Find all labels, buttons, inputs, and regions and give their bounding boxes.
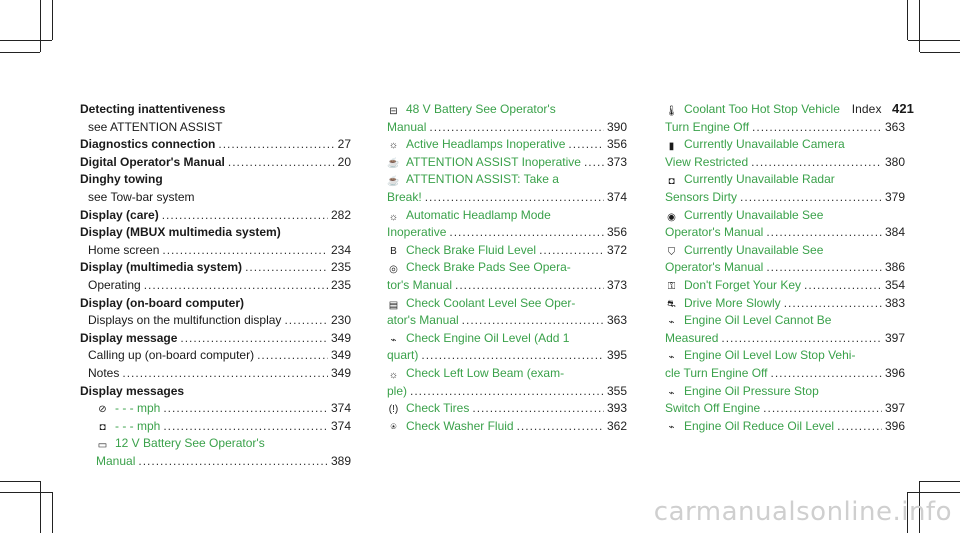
message-line[interactable] (665, 171, 905, 189)
message-line[interactable] (665, 101, 905, 119)
dot-leader (721, 330, 882, 348)
index-entry[interactable] (665, 189, 905, 207)
page-ref[interactable]: 354 (884, 277, 905, 292)
dot-leader (766, 259, 882, 277)
index-entry[interactable] (387, 119, 627, 137)
message-link[interactable]: Drive More Slowly (684, 295, 781, 310)
dot-leader (421, 347, 604, 365)
slippery-car-icon: ⛐ (667, 298, 676, 310)
message-link[interactable]: Check Left Low Beam (exam- (406, 365, 565, 380)
message-link[interactable]: - - - mph (115, 401, 161, 416)
crop-mark (920, 52, 960, 53)
message-link[interactable]: Measured (665, 330, 719, 345)
page-ref[interactable]: 20 (337, 154, 351, 169)
message-link[interactable]: Engine Oil Level Low Stop Vehi- (684, 348, 856, 363)
page-number: 421 (892, 101, 914, 116)
message-link[interactable]: Manual (387, 119, 427, 134)
dot-leader (410, 383, 604, 401)
index-entry[interactable] (80, 383, 351, 401)
sub-entry: Displays on the multifunction display (88, 313, 282, 328)
index-entry[interactable] (80, 277, 351, 295)
oil-can-icon: ⌁ (390, 334, 397, 346)
page-ref[interactable]: 235 (330, 260, 351, 275)
page-ref[interactable]: 373 (606, 154, 627, 169)
brake-pads-icon: ◎ (389, 264, 398, 276)
index-entry[interactable] (387, 242, 627, 260)
washer-fluid-icon: ⍟ (390, 421, 397, 433)
page-ref[interactable]: 374 (330, 401, 351, 416)
dot-leader (429, 119, 604, 137)
dot-leader (539, 242, 604, 260)
watermark: carmanualsonline.info (653, 497, 952, 527)
oil-can-icon: ⌁ (668, 387, 675, 399)
dot-leader (804, 277, 882, 295)
dot-leader (228, 154, 335, 172)
page-ref[interactable]: 27 (337, 137, 351, 152)
dot-leader (568, 136, 604, 154)
crop-mark (919, 0, 920, 52)
camera-icon: ▮ (668, 141, 675, 153)
index-entry[interactable] (665, 259, 905, 277)
entry-term: Display (multimedia system) (80, 260, 243, 275)
message-line[interactable] (387, 295, 627, 313)
message-link[interactable]: Switch Off Engine (665, 401, 761, 416)
message-link[interactable]: Check Brake Pads See Opera- (406, 260, 571, 275)
sub-entry: Notes (88, 365, 120, 380)
page-ref[interactable]: 393 (606, 401, 627, 416)
page-ref[interactable]: 349 (330, 365, 351, 380)
index-entry[interactable] (80, 207, 351, 225)
crop-mark (908, 40, 960, 41)
page-ref[interactable]: 390 (606, 119, 627, 134)
message-link[interactable]: 12 V Battery See Operator's (115, 436, 265, 451)
index-entry[interactable] (80, 295, 351, 313)
page-ref[interactable]: 349 (330, 348, 351, 363)
page-ref[interactable]: 380 (884, 154, 905, 169)
page-ref[interactable]: 384 (884, 225, 905, 240)
index-entry[interactable] (387, 383, 627, 401)
index-entry[interactable] (80, 242, 351, 260)
index-column-3 (665, 101, 905, 435)
headlamp-icon: ☼ (388, 140, 399, 152)
message-line[interactable] (665, 207, 905, 225)
sub-entry: Home screen (88, 242, 160, 257)
dot-leader (752, 119, 882, 137)
page-ref[interactable]: 395 (606, 348, 627, 363)
entry-term: Dinghy towing (80, 172, 163, 187)
message-link[interactable]: Engine Oil Pressure Stop (684, 383, 819, 398)
message-line[interactable] (665, 383, 905, 401)
message-link[interactable]: Inoperative (387, 225, 447, 240)
message-line[interactable] (387, 171, 627, 189)
index-entry[interactable] (80, 101, 351, 119)
crop-mark (0, 481, 40, 482)
page-ref[interactable]: 374 (606, 189, 627, 204)
attention-assist-icon: ☕ (387, 176, 400, 188)
dot-leader (784, 295, 882, 313)
message-line[interactable] (665, 312, 905, 330)
message-link[interactable]: ATTENTION ASSIST Inoperative (406, 154, 581, 169)
brake-icon: B (390, 245, 397, 257)
index-entry[interactable] (80, 347, 351, 365)
index-entry[interactable] (80, 312, 351, 330)
index-entry[interactable] (80, 119, 351, 137)
dot-leader (763, 400, 882, 418)
message-link[interactable]: Check Engine Oil Level (Add 1 (406, 330, 570, 345)
message-link[interactable]: ple) (387, 383, 408, 398)
message-link[interactable]: ator's Manual (387, 313, 459, 328)
dot-leader (162, 207, 328, 225)
page-ref[interactable]: 363 (606, 313, 627, 328)
page-ref[interactable]: 234 (330, 242, 351, 257)
index-entry[interactable] (387, 189, 627, 207)
dot-leader (163, 400, 328, 418)
page-ref[interactable]: 386 (884, 260, 905, 275)
dot-leader (751, 154, 882, 172)
crop-mark (52, 492, 53, 533)
index-entry[interactable] (387, 347, 627, 365)
oil-can-icon: ⌁ (668, 352, 675, 364)
index-column-1 (80, 101, 351, 470)
page-ref[interactable]: 235 (330, 277, 351, 292)
dot-leader (180, 330, 328, 348)
page-ref[interactable]: 372 (606, 242, 627, 257)
battery-icon: ▭ (97, 440, 108, 452)
dot-leader (584, 154, 604, 172)
message-link[interactable]: Engine Oil Level Cannot Be (684, 313, 832, 328)
entry-term: Display messages (80, 383, 185, 398)
crop-mark (920, 481, 960, 482)
message-link[interactable]: Sensors Dirty (665, 189, 738, 204)
entry-term: Digital Operator's Manual (80, 154, 225, 169)
message-link[interactable]: Currently Unavailable See (684, 242, 824, 257)
index-entry[interactable] (80, 259, 351, 277)
index-entry[interactable] (80, 154, 351, 172)
index-label: Index (851, 102, 882, 116)
crop-mark (52, 0, 53, 40)
message-link[interactable]: Check Coolant Level See Oper- (406, 295, 576, 310)
index-entry[interactable] (387, 312, 627, 330)
entry-term: Display message (80, 330, 178, 345)
crop-mark (908, 492, 960, 493)
message-link[interactable]: Operator's Manual (665, 260, 764, 275)
tire-pressure-icon: (!) (388, 404, 399, 416)
oil-can-icon: ⌁ (668, 317, 675, 329)
entry-term: Diagnostics connection (80, 137, 216, 152)
crop-mark (40, 481, 41, 533)
crop-mark (907, 0, 908, 40)
dot-leader (162, 242, 328, 260)
index-entry[interactable] (387, 224, 627, 242)
message-link[interactable]: Engine Oil Reduce Oil Level (684, 418, 835, 433)
index-entry[interactable] (80, 365, 351, 383)
crop-mark (40, 0, 41, 52)
index-entry[interactable] (665, 224, 905, 242)
dot-leader (462, 312, 604, 330)
page-ref[interactable]: 389 (330, 453, 351, 468)
oil-can-icon: ⌁ (668, 421, 675, 433)
index-entry[interactable] (387, 154, 627, 172)
index-entry[interactable] (80, 171, 351, 189)
message-line[interactable] (665, 136, 905, 154)
radar-icon: ◘ (99, 421, 106, 433)
message-link[interactable]: Automatic Headlamp Mode (406, 207, 551, 222)
headlamp-icon: ☼ (388, 211, 399, 223)
sub-entry: Operating (88, 277, 141, 292)
dot-leader (218, 136, 334, 154)
page-ref[interactable]: 396 (884, 418, 905, 433)
message-link[interactable]: Operator's Manual (665, 225, 764, 240)
page-ref[interactable]: 230 (330, 313, 351, 328)
high-voltage-battery-icon: ⊟ (389, 106, 398, 117)
dot-leader (257, 347, 328, 365)
dot-leader (517, 418, 604, 436)
message-line[interactable] (665, 347, 905, 365)
message-link[interactable]: ATTENTION ASSIST: Take a (406, 172, 559, 187)
key-icon: ⚿ (667, 280, 676, 292)
page-ref[interactable]: 397 (884, 330, 905, 345)
message-line[interactable] (387, 259, 627, 277)
entry-term: Display (care) (80, 207, 159, 222)
dot-leader (163, 418, 328, 436)
index-entry[interactable] (387, 136, 627, 154)
page-ref[interactable]: 373 (606, 277, 627, 292)
message-line[interactable] (665, 242, 905, 260)
dot-leader (740, 189, 882, 207)
crop-mark (0, 40, 52, 41)
message-link[interactable]: Currently Unavailable Camera (684, 137, 845, 152)
dot-leader (144, 277, 328, 295)
index-entry[interactable] (80, 224, 351, 242)
message-link[interactable]: Currently Unavailable See (684, 207, 824, 222)
index-entry[interactable] (80, 189, 351, 207)
dot-leader (766, 224, 882, 242)
seat-icon: ⛉ (667, 246, 676, 258)
coolant-temperature-icon: 🌡 (665, 106, 678, 117)
headlamp-icon: ☼ (388, 369, 399, 381)
dot-leader (245, 259, 328, 277)
radar-icon: ◘ (668, 176, 675, 188)
page-ref[interactable]: 379 (884, 189, 905, 204)
message-link[interactable]: - - - mph (115, 418, 161, 433)
dot-leader (425, 189, 604, 207)
dot-leader (122, 365, 328, 383)
index-entry[interactable] (665, 365, 905, 383)
crop-mark (0, 492, 52, 493)
index-entry[interactable] (387, 400, 627, 418)
message-link[interactable]: Break! (387, 189, 422, 204)
index-entry[interactable] (665, 119, 905, 137)
speedometer-icon: ⊘ (98, 404, 107, 416)
message-link[interactable]: quart) (387, 348, 419, 363)
page-ref[interactable]: 282 (330, 207, 351, 222)
dot-leader (138, 453, 328, 471)
entry-term: Detecting inattentiveness (80, 102, 226, 116)
message-link[interactable]: cle Turn Engine Off (665, 365, 768, 380)
dot-leader (455, 277, 604, 295)
index-entry[interactable] (665, 295, 905, 313)
message-link[interactable]: Check Brake Fluid Level (406, 242, 537, 257)
message-line[interactable] (387, 101, 627, 119)
page-ref[interactable]: 356 (606, 137, 627, 152)
message-link[interactable]: Check Washer Fluid (406, 418, 514, 433)
index-entry[interactable] (80, 136, 351, 154)
dot-leader (472, 400, 604, 418)
page-ref[interactable]: 396 (884, 365, 905, 380)
sub-entry: Calling up (on-board computer) (88, 348, 255, 363)
index-column-2 (387, 101, 627, 435)
message-line[interactable] (387, 365, 627, 383)
message-line[interactable] (387, 207, 627, 225)
page-ref[interactable]: 349 (330, 330, 351, 345)
dot-leader (449, 224, 604, 242)
message-link[interactable]: Don't Forget Your Key (684, 277, 802, 292)
page-ref[interactable]: 397 (884, 401, 905, 416)
coolant-icon: ▤ (388, 299, 399, 311)
attention-assist-icon: ☕ (387, 157, 400, 169)
index-entry[interactable] (387, 277, 627, 295)
index-entry[interactable] (80, 453, 351, 471)
message-link[interactable]: Currently Unavailable Radar (684, 172, 835, 187)
message-link[interactable]: tor's Manual (387, 277, 452, 292)
dot-leader (771, 365, 882, 383)
index-entry[interactable] (665, 330, 905, 348)
index-entry[interactable] (80, 400, 351, 418)
index-entry[interactable] (80, 418, 351, 436)
page-ref[interactable]: 362 (606, 418, 627, 433)
message-line[interactable] (80, 435, 351, 453)
page-ref[interactable]: 355 (606, 383, 627, 398)
message-link[interactable]: Turn Engine Off (665, 119, 750, 134)
index-entry[interactable] (665, 400, 905, 418)
index-entry[interactable] (665, 418, 905, 436)
message-link[interactable]: Manual (96, 453, 136, 468)
message-link[interactable]: 48 V Battery See Operator's (406, 102, 556, 116)
dot-leader (284, 312, 328, 330)
see-reference[interactable]: see Tow-bar system (88, 189, 195, 204)
see-reference[interactable]: see ATTENTION ASSIST (88, 119, 223, 134)
crop-mark (0, 52, 40, 53)
entry-term: Display (on-board computer) (80, 295, 245, 310)
message-line[interactable] (387, 330, 627, 348)
entry-term: Display (MBUX multimedia system) (80, 225, 281, 240)
steering-assist-icon: ◉ (667, 211, 676, 223)
message-link[interactable]: View Restricted (665, 154, 749, 169)
page-ref[interactable]: 363 (884, 119, 905, 134)
index-entry[interactable] (387, 418, 627, 436)
index-entry[interactable] (665, 154, 905, 172)
message-link[interactable]: Active Headlamps Inoperative (406, 137, 566, 152)
message-link[interactable]: Coolant Too Hot Stop Vehicle (684, 102, 840, 116)
dot-leader (837, 418, 882, 436)
page-ref[interactable]: 383 (884, 295, 905, 310)
index-entry[interactable] (665, 277, 905, 295)
page-ref[interactable]: 356 (606, 225, 627, 240)
message-link[interactable]: Check Tires (406, 401, 470, 416)
index-entry[interactable] (80, 330, 351, 348)
page-ref[interactable]: 374 (330, 418, 351, 433)
